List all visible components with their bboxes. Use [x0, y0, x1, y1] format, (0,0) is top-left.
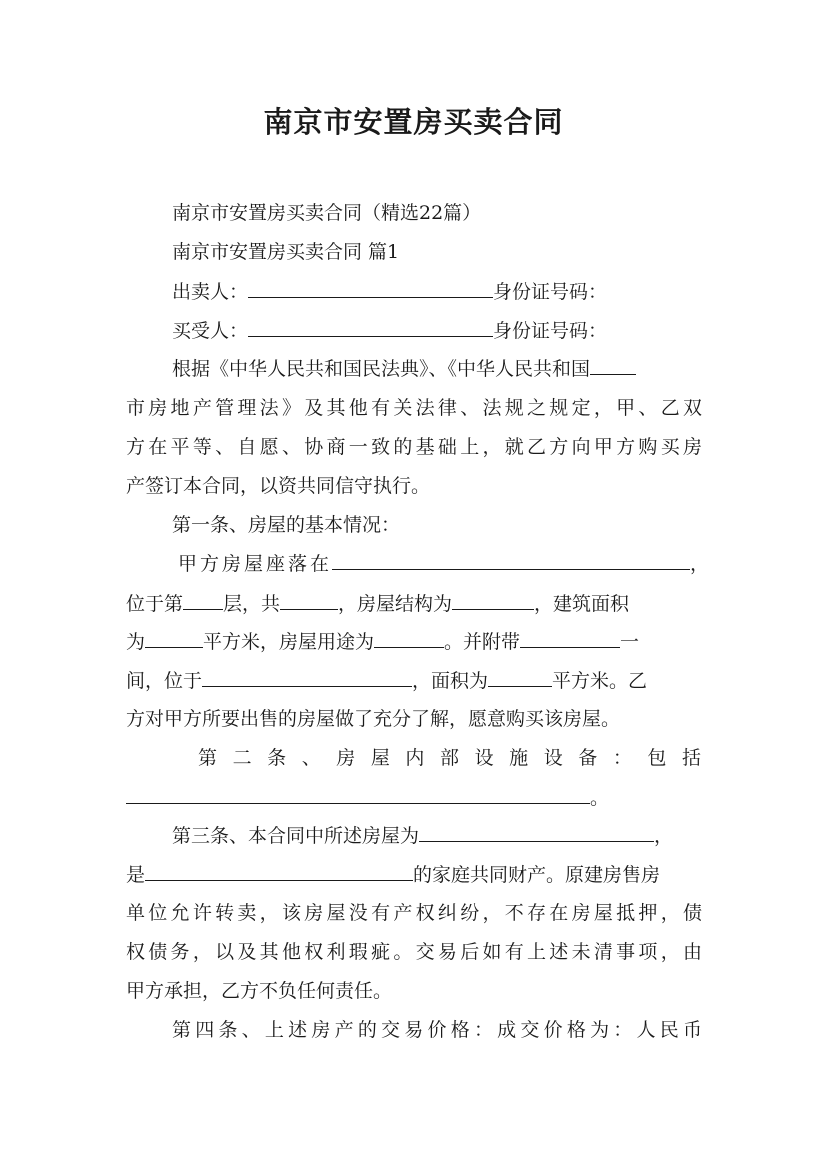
text: 是	[126, 864, 146, 886]
paragraph-line: 产签订本合同，以资共同信守执行。	[126, 475, 431, 497]
text: ，面积为	[412, 670, 489, 692]
paragraph-line: 方在平等、自愿、协商一致的基础上，就乙方向甲方购买房	[126, 436, 702, 458]
seller-line	[172, 279, 607, 304]
text: 第三条、本合同中所述房屋为	[172, 825, 420, 847]
text: 一	[620, 631, 640, 653]
text: ，房屋结构为	[338, 593, 453, 615]
text: ，建筑面积	[534, 593, 630, 615]
paragraph-line: 甲方承担，乙方不负任何责任。	[126, 980, 393, 1002]
text: 。并附带	[444, 631, 521, 653]
facilities-blank	[126, 785, 590, 804]
area-line	[126, 629, 639, 654]
paragraph-line	[172, 356, 636, 381]
attachment-line	[126, 668, 647, 693]
paragraph-line: 方对甲方所要出售的房屋做了充分了解，愿意购买该房屋。	[126, 708, 621, 730]
paragraph-line: 单位允许转卖，该房屋没有产权纠纷，不存在房屋抵押，债	[126, 902, 702, 924]
seller-id-label: 身份证号码：	[493, 281, 608, 303]
article-heading: 第四条、上述房产的交易价格：成交价格为：人民币	[172, 1019, 702, 1041]
punctuation: ，	[654, 825, 674, 847]
location-label: 甲方房屋座落在	[178, 553, 333, 575]
article-heading: 第一条、房屋的基本情况：	[172, 514, 401, 536]
buyer-id-label: 身份证号码：	[493, 320, 608, 342]
punctuation: 。	[590, 787, 610, 809]
owner-blank	[145, 862, 413, 881]
paragraph-line: 权债务，以及其他权利瑕疵。交易后如有上述未清事项，由	[126, 941, 702, 963]
buyer-name-blank	[248, 318, 493, 337]
area-blank	[145, 629, 203, 648]
owner-line	[126, 862, 660, 887]
text: 间，位于	[126, 670, 203, 692]
usage-blank	[374, 629, 444, 648]
text: 平方米。乙	[552, 670, 648, 692]
section-heading: 南京市安置房买卖合同 篇1	[172, 241, 400, 263]
floor-blank	[183, 591, 223, 610]
text: 的家庭共同财产。原建房售房	[413, 864, 661, 886]
paragraph-text: 根据《中华人民共和国民法典》、《中华人民共和国	[172, 358, 591, 380]
location-blank	[332, 551, 690, 570]
attachment-blank	[520, 629, 620, 648]
facilities-line	[126, 785, 609, 810]
document-title: 南京市安置房买卖合同	[263, 105, 564, 139]
seller-name-blank	[248, 279, 493, 298]
floor-line	[126, 591, 629, 616]
text: 层，共	[223, 593, 281, 615]
structure-blank	[452, 591, 534, 610]
buyer-line	[172, 318, 607, 343]
text: 位于第	[126, 593, 184, 615]
total-floors-blank	[280, 591, 338, 610]
article-heading: 第二条、房屋内部设施设备：包括	[198, 747, 701, 769]
ownership-line	[172, 823, 673, 848]
attachment-area-blank	[488, 668, 552, 687]
text: 为	[126, 631, 146, 653]
subtitle-line: 南京市安置房买卖合同（精选22篇）	[172, 202, 482, 224]
paragraph-line: 市房地产管理法》及其他有关法律、法规之规定，甲、乙双	[126, 397, 702, 419]
city-blank	[590, 356, 636, 375]
house-blank	[419, 823, 654, 842]
punctuation: ，	[690, 553, 713, 575]
buyer-label: 买受人：	[172, 320, 249, 342]
attachment-location-blank	[202, 668, 412, 687]
text: 平方米，房屋用途为	[203, 631, 375, 653]
location-line	[178, 551, 712, 576]
seller-label: 出卖人：	[172, 281, 249, 303]
